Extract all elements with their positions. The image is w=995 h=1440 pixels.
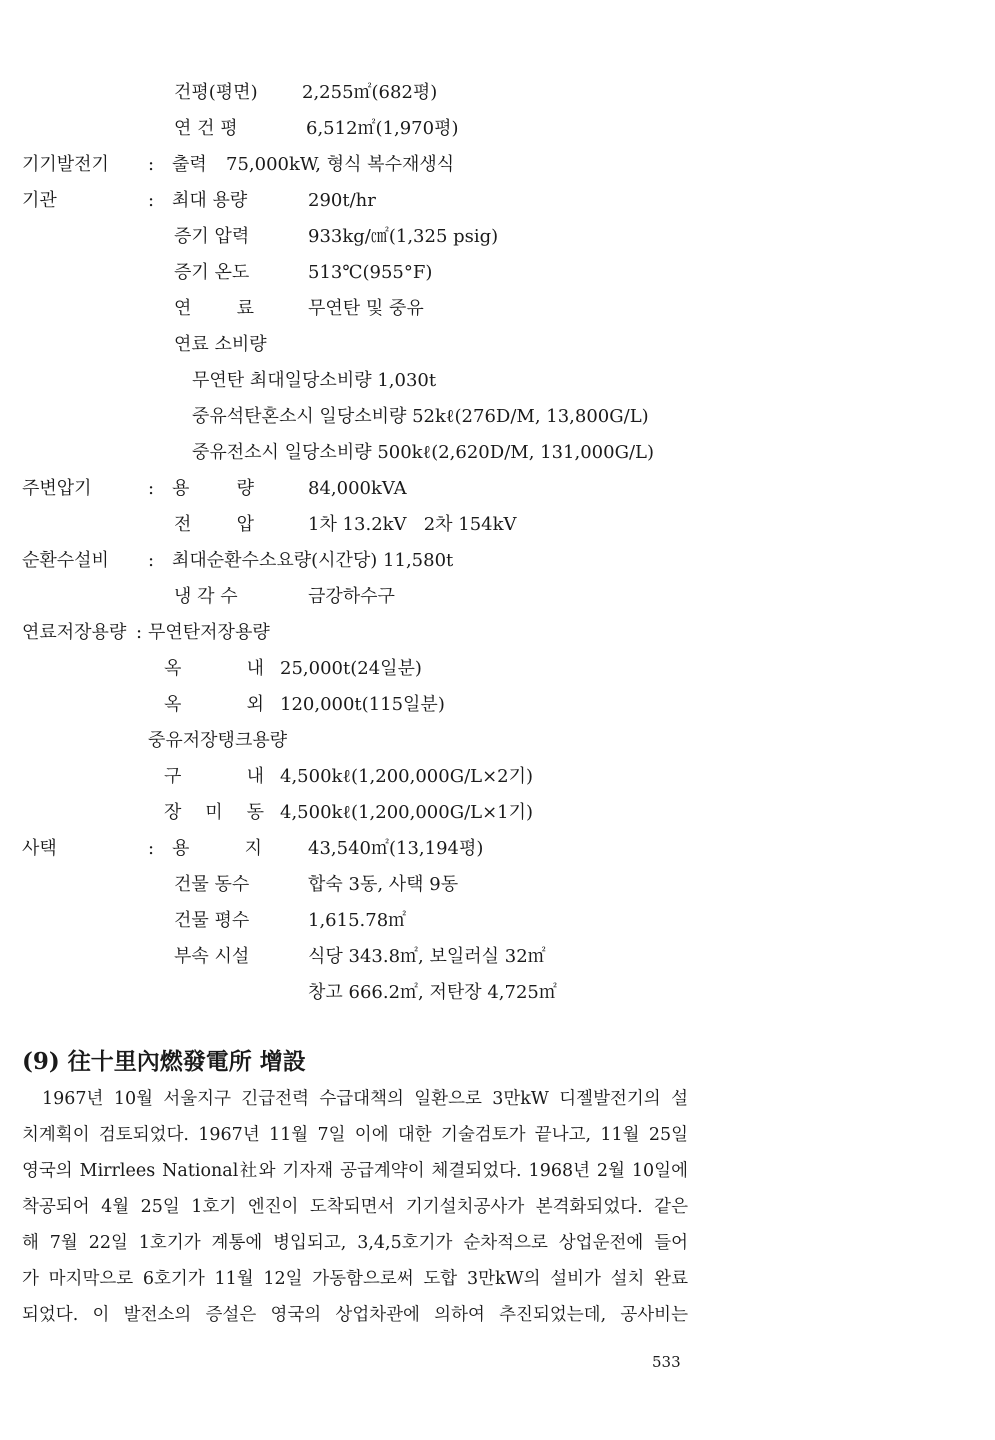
colon: : xyxy=(148,550,155,571)
spec-label: 최대 용량 xyxy=(172,190,248,211)
category-label: 연료저장용량 xyxy=(22,622,127,643)
spec-value: 무연탄 및 중유 xyxy=(308,298,424,319)
spec-value: 식당 343.8㎡, 보일러실 32㎡ xyxy=(308,946,546,967)
spec-label: 장 미 동 xyxy=(164,802,264,823)
spec-value: 합숙 3동, 사택 9동 xyxy=(308,874,459,895)
spec-row-steam-temperature xyxy=(0,258,995,288)
paragraph-line: 되었다. 이 발전소의 증설은 영국의 상업차관에 의하여 추진되었는데, 공사비는 xyxy=(22,1305,688,1325)
spec-row-outdoor xyxy=(0,690,995,720)
spec-label: 연 료 xyxy=(174,298,254,319)
paragraph-line: 가 마지막으로 6호기가 11월 12일 가동함으로써 도합 3만kW의 설비가 설치 완료 xyxy=(22,1269,688,1289)
spec-row-transformer-voltage xyxy=(0,510,995,540)
spec-row-facilities-cont xyxy=(0,978,995,1008)
colon: : xyxy=(148,838,155,859)
category-label: 기관 xyxy=(22,190,57,211)
spec-value: 120,000t(115일분) xyxy=(280,694,445,715)
spec-label: 연료 소비량 xyxy=(174,334,267,355)
paragraph-line: 해 7월 22일 1호기가 계통에 병입되고, 3,4,5호기가 순차적으로 상업운전에 들어 xyxy=(22,1233,688,1253)
spec-value: 1차 13.2kV 2차 154kV xyxy=(308,514,517,535)
spec-label: 부속 시설 xyxy=(174,946,250,967)
category-label: 사택 xyxy=(22,838,57,859)
spec-row-gunae xyxy=(0,762,995,792)
spec-value: 4,500kℓ(1,200,000G/L×2기) xyxy=(280,766,534,787)
colon: : xyxy=(136,622,143,643)
spec-label: 용 량 xyxy=(172,478,254,499)
spec-row-building-area xyxy=(0,906,995,936)
spec-label: 냉 각 수 xyxy=(174,586,238,607)
spec-row-fuel-consumption xyxy=(0,330,995,360)
spec-row-building-count xyxy=(0,870,995,900)
spec-row-cooling-water xyxy=(0,582,995,612)
spec-label: 중유저장탱크용량 xyxy=(148,730,288,751)
paragraph-line: 착공되어 4월 25일 1호기 엔진이 도착되면서 기기설치공사가 본격화되었다. 같은 xyxy=(22,1197,688,1217)
spec-value: 4,500kℓ(1,200,000G/L×1기) xyxy=(280,802,534,823)
spec-value: 창고 666.2㎡, 저탄장 4,725㎡ xyxy=(308,982,557,1003)
colon: : xyxy=(148,190,155,211)
spec-label: 전 압 xyxy=(174,514,254,535)
spec-value: 2,255㎡(682평) xyxy=(302,82,438,103)
spec-row-housing-land xyxy=(0,834,995,864)
consumption-line: 무연탄 최대일당소비량 1,030t xyxy=(192,370,437,391)
spec-row-total-floor-area xyxy=(0,114,995,144)
spec-label: 출력 xyxy=(172,154,207,175)
spec-value: 75,000kW, 형식 복수재생식 xyxy=(226,154,455,175)
spec-row-oil-tank xyxy=(0,726,995,756)
spec-value: 290t/hr xyxy=(308,190,376,211)
spec-label: 증기 압력 xyxy=(174,226,250,247)
spec-row-generator xyxy=(0,150,995,180)
spec-row-circulating-water xyxy=(0,546,995,576)
spec-row-fuel xyxy=(0,294,995,324)
spec-value: 25,000t(24일분) xyxy=(280,658,422,679)
spec-label: 용 지 xyxy=(172,838,262,859)
section-heading: (9) 往十里內燃發電所 增設 xyxy=(22,1048,306,1075)
paragraph-line: 영국의 Mirrlees National社와 기자재 공급계약이 체결되었다. 1968년 2월 10일에 xyxy=(22,1161,688,1181)
spec-value: 43,540㎡(13,194평) xyxy=(308,838,484,859)
spec-row-fuel-storage xyxy=(0,618,995,648)
spec-label: 옥 내 xyxy=(164,658,264,679)
spec-label: 연 건 평 xyxy=(174,118,238,139)
spec-value: 513℃(955°F) xyxy=(308,262,433,283)
spec-label: 건물 평수 xyxy=(174,910,250,931)
spec-row-site-area xyxy=(0,78,995,108)
page-number: 533 xyxy=(652,1353,681,1371)
spec-row-indoor xyxy=(0,654,995,684)
paragraph-line: 1967년 10월 서울지구 긴급전력 수급대책의 일환으로 3만kW 디젤발전기의 설 xyxy=(42,1089,688,1109)
spec-row-jangmi xyxy=(0,798,995,828)
spec-value: 84,000kVA xyxy=(308,478,407,499)
consumption-line: 중유전소시 일당소비량 500kℓ(2,620D/M, 131,000G/L) xyxy=(192,442,654,463)
category-label: 기기발전기 xyxy=(22,154,109,175)
spec-label: 건평(평면) xyxy=(174,82,258,103)
spec-label: 구 내 xyxy=(164,766,264,787)
colon: : xyxy=(148,478,155,499)
spec-label: 무연탄저장용량 xyxy=(148,622,270,643)
spec-value: 6,512㎡(1,970평) xyxy=(306,118,459,139)
colon: : xyxy=(148,154,155,175)
spec-label: 증기 온도 xyxy=(174,262,250,283)
spec-row-boiler-capacity xyxy=(0,186,995,216)
spec-label: 옥 외 xyxy=(164,694,264,715)
paragraph-line: 치계획이 검토되었다. 1967년 11월 7일 이에 대한 기술검토가 끝나고, 11월 25일 xyxy=(22,1125,688,1145)
spec-value: 최대순환수소요량(시간당) 11,580t xyxy=(172,550,454,571)
spec-row-transformer-capacity xyxy=(0,474,995,504)
spec-value: 금강하수구 xyxy=(308,586,395,607)
consumption-line: 중유석탄혼소시 일당소비량 52kℓ(276D/M, 13,800G/L) xyxy=(192,406,649,427)
spec-value: 1,615.78㎡ xyxy=(308,910,407,931)
category-label: 순환수설비 xyxy=(22,550,109,571)
spec-label: 건물 동수 xyxy=(174,874,250,895)
spec-row-facilities xyxy=(0,942,995,972)
spec-row-steam-pressure xyxy=(0,222,995,252)
category-label: 주변압기 xyxy=(22,478,92,499)
spec-value: 933kg/㎠(1,325 psig) xyxy=(308,226,499,247)
